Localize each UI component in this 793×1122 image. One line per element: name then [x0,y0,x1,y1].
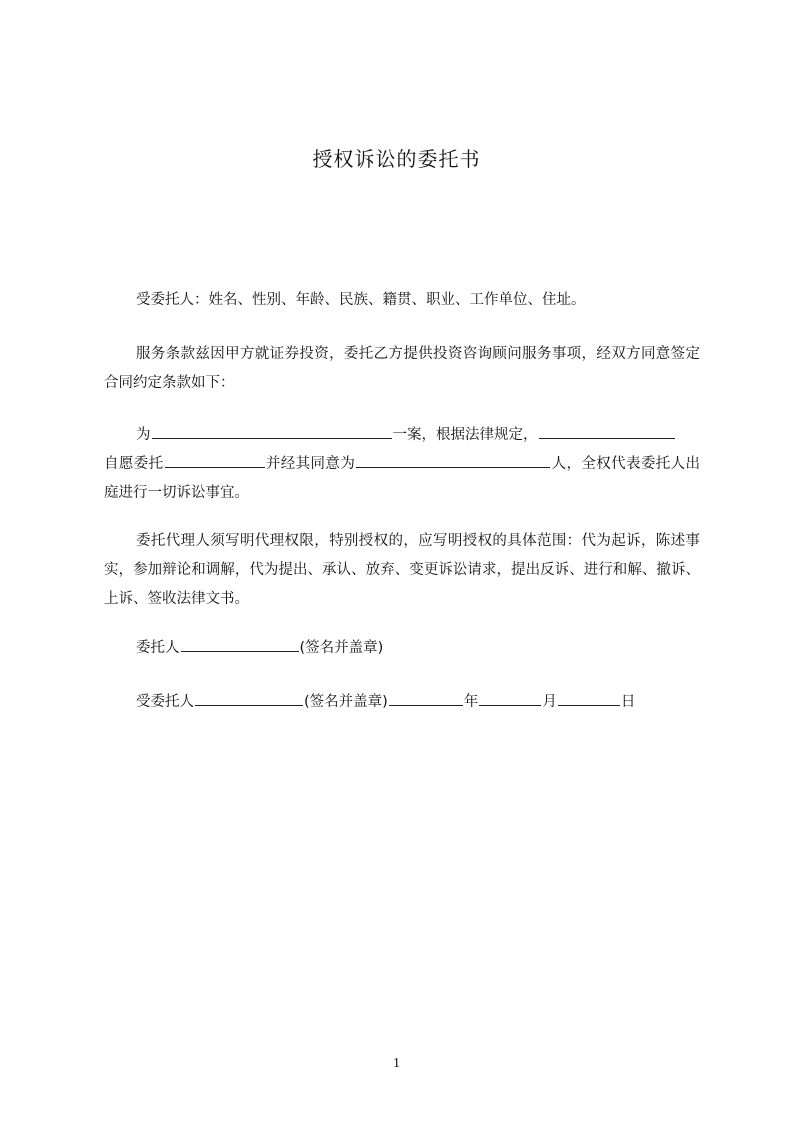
month-blank[interactable] [479,690,541,706]
principal-name-blank[interactable] [539,423,675,439]
day-label: 日 [620,694,636,710]
agent-role-blank[interactable] [356,452,550,468]
service-clause-paragraph: 服务条款兹因甲方就证券投资，委托乙方提供投资咨询顾问服务事项，经双方同意签定合同约定条款如下： [104,346,700,391]
principal-signature-blank[interactable] [181,636,299,652]
principal-signature-note: (签名并盖章) [299,640,384,656]
case-suffix-text: 一案，根据法律规定， [392,427,538,443]
principal-signature-label: 委托人 [136,640,180,656]
authority-text: 人，全权代表委托人出庭进行一切诉讼事宜。 [104,456,701,501]
year-label: 年 [463,694,479,710]
agent-signature-line [104,688,700,717]
agree-text: 并经其同意为 [265,456,356,472]
page-number: 1 [393,1056,400,1071]
agent-signature-label: 受委托人 [136,694,194,710]
month-label: 月 [542,694,557,710]
document-title: 授权诉讼的委托书 [312,147,481,171]
case-paragraph [104,421,700,508]
agent-signature-blank[interactable] [195,690,303,706]
scope-paragraph: 委托代理人须写明代理权限，特别授权的，应写明授权的具体范围：代为起诉，陈述事实，参加辩论和调解，代为提出、承认、放弃、变更诉讼请求，提出反诉、进行和解、撤诉、上诉、签收法律文书。 [104,533,700,607]
year-blank[interactable] [389,690,463,706]
voluntary-text: 自愿委托 [104,456,164,472]
agent-signature-note: (签名并盖章) [304,694,388,710]
case-name-blank[interactable] [152,423,392,439]
principal-info-paragraph: 受委托人：姓名、性别、年龄、民族、籍贯、职业、工作单位、住址。 [136,292,586,308]
for-prefix-text: 为 [136,427,151,443]
day-blank[interactable] [558,690,620,706]
agent-name-blank[interactable] [165,452,265,468]
principal-signature-line [104,634,700,663]
